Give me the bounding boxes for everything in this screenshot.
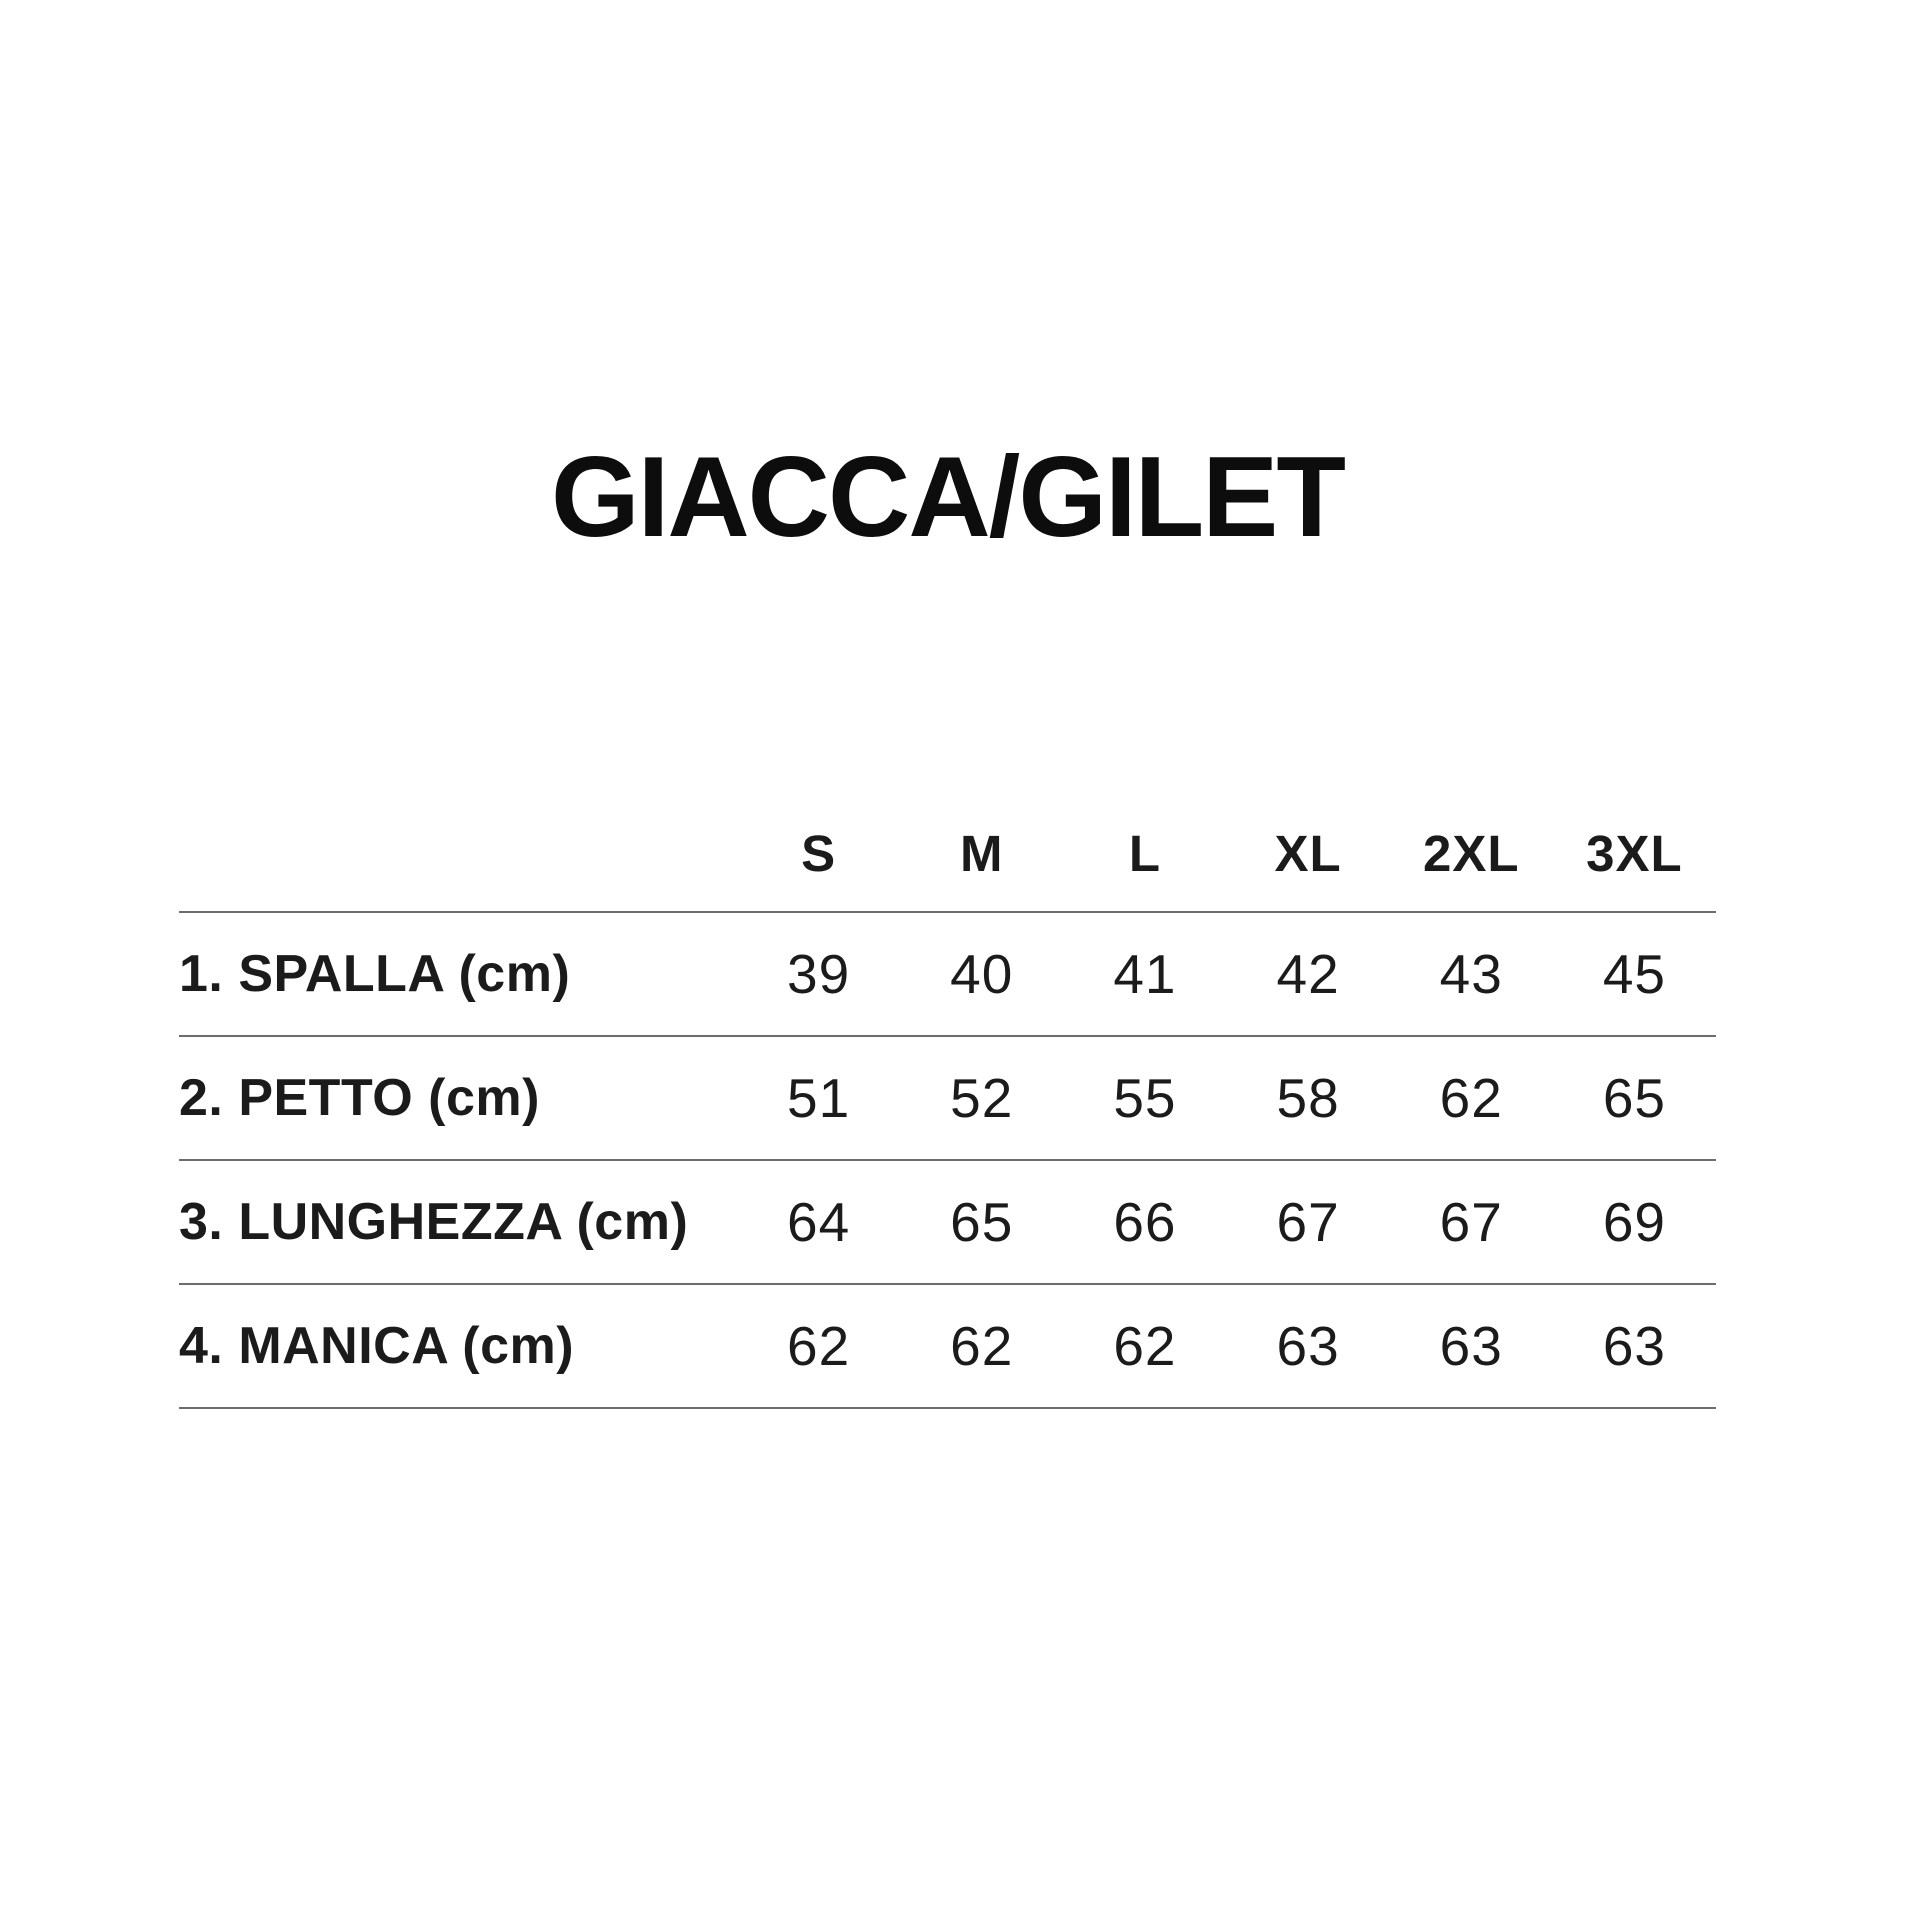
size-column-header-2xl: 2XL xyxy=(1422,824,1520,882)
measurement-value: 63 xyxy=(1602,1315,1666,1377)
row-label: 4. MANICA (cm) xyxy=(179,1317,575,1375)
measurement-value: 45 xyxy=(1602,943,1666,1005)
measurement-value: 40 xyxy=(950,943,1014,1005)
measurement-value: 62 xyxy=(950,1315,1014,1377)
measurement-value: 66 xyxy=(1113,1191,1177,1253)
size-column-header-3xl: 3XL xyxy=(1586,824,1683,882)
size-table xyxy=(179,795,1716,1409)
measurement-value: 67 xyxy=(1439,1191,1503,1253)
measurement-value: 65 xyxy=(1602,1067,1666,1129)
table-row-manica xyxy=(179,1285,1716,1409)
table-row-petto xyxy=(179,1037,1716,1161)
measurement-value: 62 xyxy=(1439,1067,1503,1129)
size-column-header-l: L xyxy=(1128,824,1161,882)
measurement-value: 63 xyxy=(1276,1315,1340,1377)
measurement-value: 55 xyxy=(1113,1067,1177,1129)
size-table-header-row xyxy=(179,795,1716,913)
measurement-value: 64 xyxy=(786,1191,851,1253)
row-label: 1. SPALLA (cm) xyxy=(179,945,571,1003)
measurement-value: 69 xyxy=(1602,1191,1666,1253)
size-column-header-m: M xyxy=(960,824,1004,882)
measurement-value: 62 xyxy=(1113,1315,1177,1377)
size-column-header-s: S xyxy=(801,824,837,882)
table-row-lunghezza xyxy=(179,1161,1716,1285)
measurement-value: 58 xyxy=(1276,1067,1340,1129)
measurement-value: 65 xyxy=(950,1191,1014,1253)
measurement-value: 52 xyxy=(950,1067,1014,1129)
page-title: GIACCA/GILET xyxy=(551,434,1344,561)
size-column-header-xl: XL xyxy=(1274,824,1342,882)
measurement-value: 63 xyxy=(1439,1315,1503,1377)
measurement-value: 51 xyxy=(786,1067,851,1129)
measurement-value: 43 xyxy=(1439,943,1503,1005)
measurement-value: 39 xyxy=(786,943,851,1005)
table-row-spalla xyxy=(179,913,1716,1037)
measurement-value: 67 xyxy=(1276,1191,1340,1253)
measurement-value: 42 xyxy=(1276,943,1340,1005)
measurement-value: 62 xyxy=(786,1315,851,1377)
row-label: 2. PETTO (cm) xyxy=(179,1069,540,1127)
row-label: 3. LUNGHEZZA (cm) xyxy=(179,1193,689,1251)
measurement-value: 41 xyxy=(1113,943,1177,1005)
